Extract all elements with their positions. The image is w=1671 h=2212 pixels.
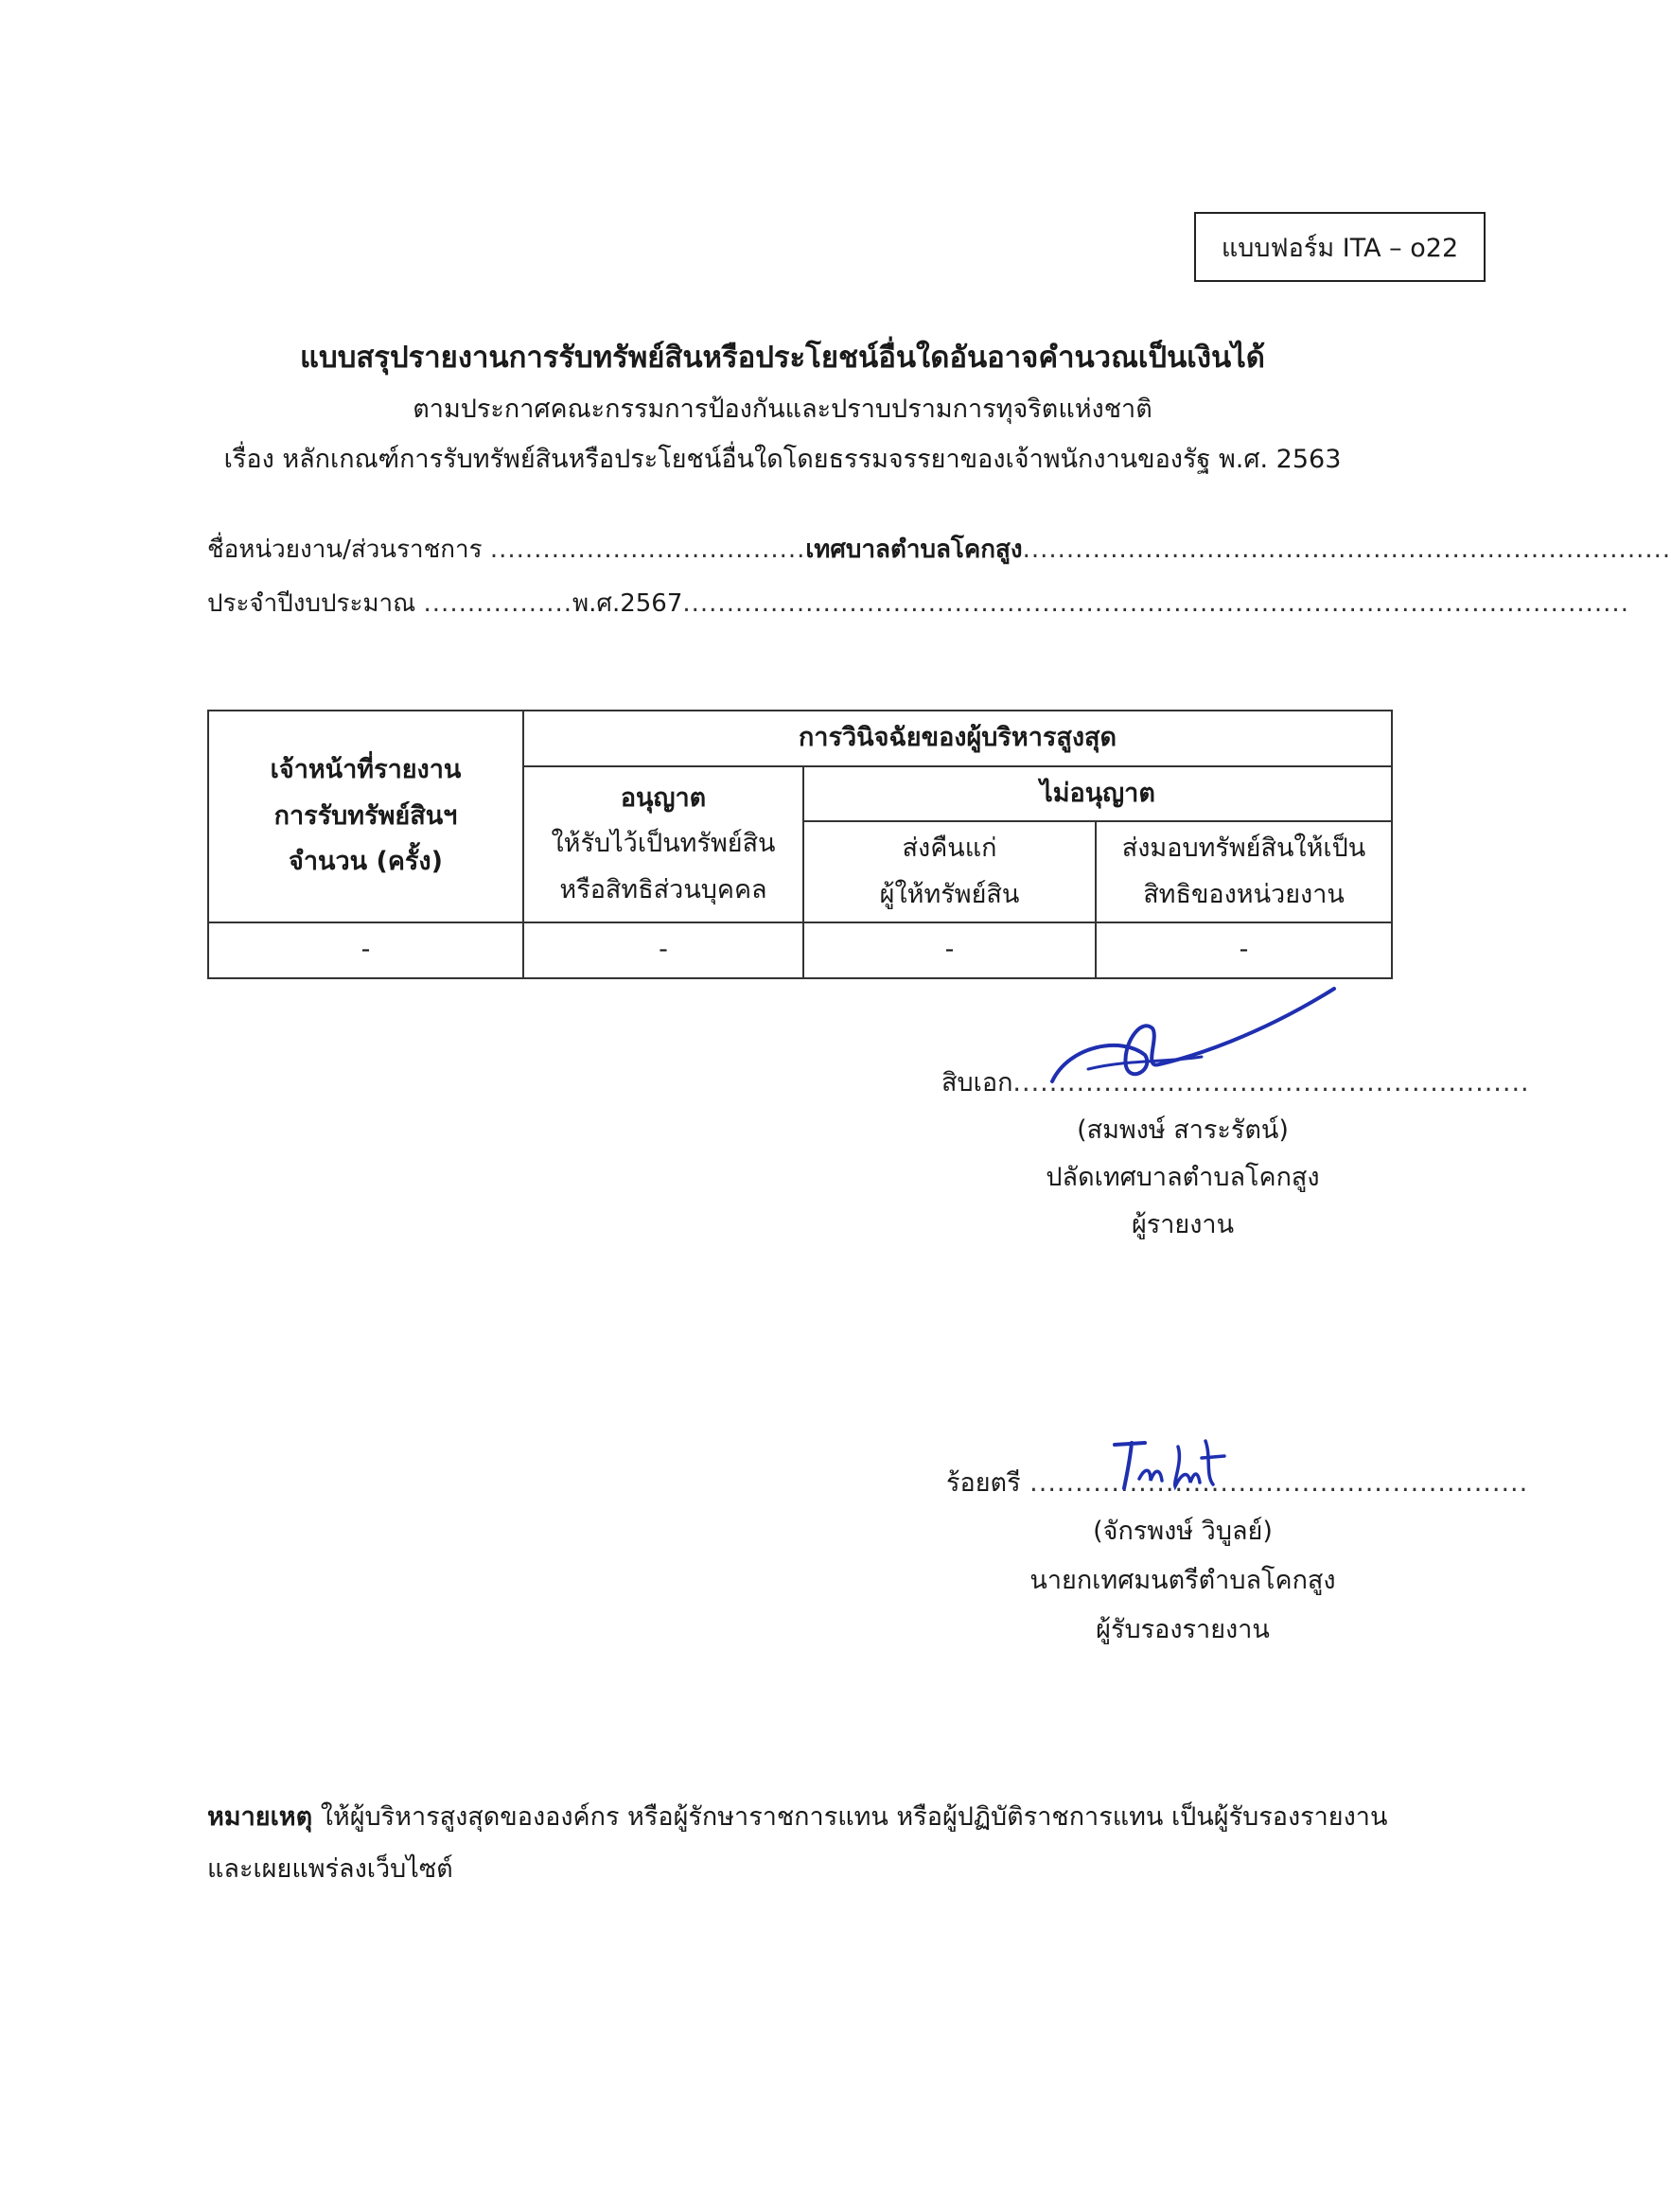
allow-header: อนุญาต ให้รับไว้เป็นทรัพย์สิน หรือสิทธิส่วนบุคคล [523,766,803,923]
certifier-signature-line: ร้อยตรี ....................................................... [946,1468,1529,1498]
form-code: แบบฟอร์ม ITA – o22 [1221,233,1459,263]
remark [207,1791,1399,1896]
value-return: - [803,922,1096,978]
certifier-position: นายกเทศมนตรีตำบลโคกสูง [1029,1566,1336,1595]
reporter-role: ผู้รายงาน [1131,1210,1235,1239]
form-code-box [1194,212,1486,282]
value-transfer: - [1096,922,1392,978]
reporter-signature-line: สิบเอก......................................................... [941,1068,1530,1097]
agency-label: ชื่อหน่วยงาน/ส่วนราชการ [207,535,483,564]
disallow-header: ไม่อนุญาต [803,766,1392,822]
summary-table [207,710,1393,979]
subtitle-announcement: ตามประกาศคณะกรรมการป้องกันและปราบปรามการทุจริตแห่งชาติ [413,395,1152,424]
fiscal-year-label: ประจำปีงบประมาณ [207,589,416,618]
value-reporter-count: - [208,922,523,978]
certifier-role: ผู้รับรองรายงาน [1096,1615,1270,1644]
value-allow: - [523,922,803,978]
certifier-signature-image [1107,1433,1249,1500]
return-to-giver-header: ส่งคืนแก่ ผู้ให้ทรัพย์สิน [803,821,1096,922]
subtitle-subject: เรื่อง หลักเกณฑ์การรับทรัพย์สินหรือประโยชน์อื่นใดโดยธรรมจรรยาของเจ้าพนักงานของรัฐ พ.ศ. 2563 [223,445,1342,474]
reporter-name: (สมพงษ์ สาระรัตน์) [1077,1115,1289,1145]
table-row [208,922,1392,978]
decision-header: การวินิจฉัยของผู้บริหารสูงสุด [523,711,1392,766]
table-header-row [208,711,1392,766]
fiscal-year-field: ประจำปีงบประมาณ .................พ.ศ.2567............................................................................................................ [207,589,1629,618]
reporter-count-header: เจ้าหน้าที่รายงาน การรับทรัพย์สินฯ จำนวน (ครั้ง) [208,711,523,922]
reporter-signature-image [1031,979,1353,1102]
reporter-position: ปลัดเทศบาลตำบลโคกสูง [1046,1163,1320,1192]
agency-value: เทศบาลตำบลโคกสูง [805,535,1023,564]
certifier-name: (จักรพงษ์ วิบูลย์) [1093,1517,1273,1546]
transfer-to-agency-header: ส่งมอบทรัพย์สินให้เป็น สิทธิของหน่วยงาน [1096,821,1392,922]
reporter-rank: สิบเอก [941,1068,1013,1097]
certifier-rank: ร้อยตรี [946,1468,1021,1498]
remark-text: ให้ผู้บริหารสูงสุดขององค์กร หรือผู้รักษาราชการแทน หรือผู้ปฏิบัติราชการแทน เป็นผู้รับรองรายงานและเผยแพร่ลงเว็บไซต์ [207,1802,1388,1885]
remark-label: หมายเหตุ [207,1802,313,1832]
agency-field: ชื่อหน่วยงาน/ส่วนราชการ ....................................เทศบาลตำบลโคกสูง.......................................................................... [207,535,1671,564]
fiscal-year-value: พ.ศ.2567 [572,589,683,618]
document-title: แบบสรุปรายงานการรับทรัพย์สินหรือประโยชน์อื่นใดอันอาจคำนวณเป็นเงินได้ [300,341,1265,375]
